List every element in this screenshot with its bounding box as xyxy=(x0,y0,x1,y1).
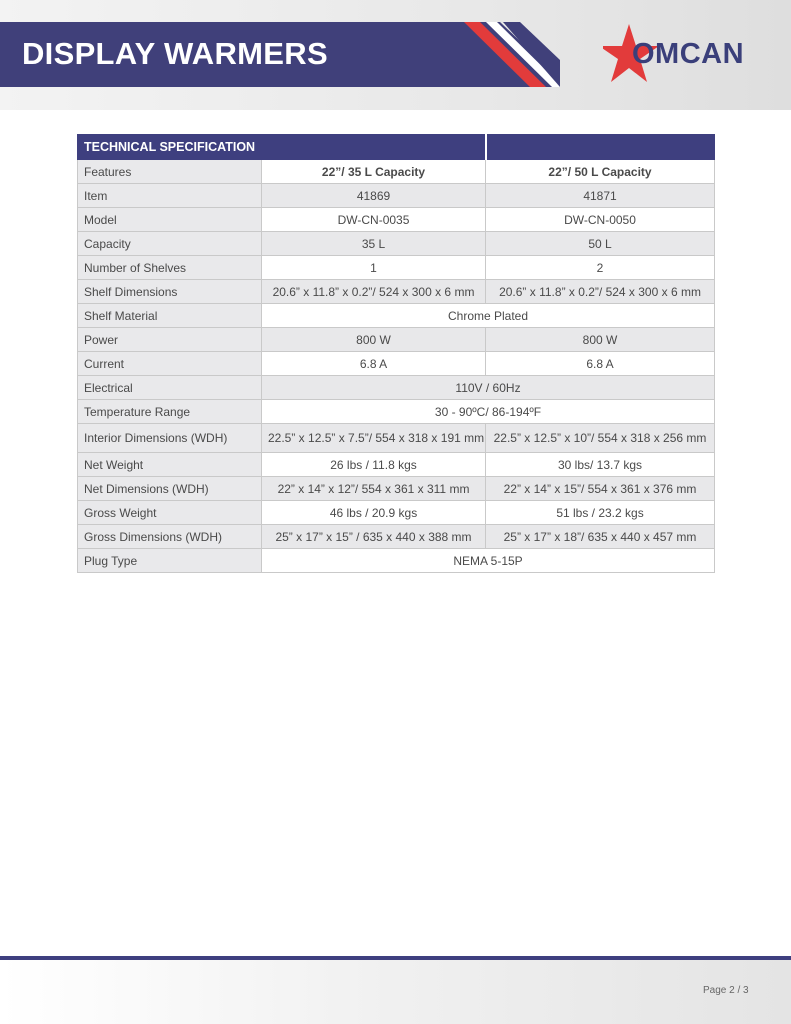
spec-row xyxy=(78,232,715,256)
spec-row-value: 41871 xyxy=(486,184,715,208)
spec-table xyxy=(77,134,715,573)
spec-row-value: 46 lbs / 20.9 kgs xyxy=(262,501,486,525)
spec-row-value: 800 W xyxy=(262,328,486,352)
spec-row-value: 22.5” x 12.5” x 7.5”/ 554 x 318 x 191 mm xyxy=(262,424,486,453)
spec-row xyxy=(78,549,715,573)
spec-table-heading: TECHNICAL SPECIFICATION xyxy=(78,135,486,160)
spec-row-value: 6.8 A xyxy=(262,352,486,376)
spec-row xyxy=(78,208,715,232)
spec-row-label: Shelf Dimensions xyxy=(78,280,262,304)
spec-table-header xyxy=(78,135,715,160)
spec-row-label: Model xyxy=(78,208,262,232)
spec-table-heading-blank xyxy=(486,135,715,160)
spec-row xyxy=(78,400,715,424)
spec-row-label: Shelf Material xyxy=(78,304,262,328)
spec-row-label: Interior Dimensions (WDH) xyxy=(78,424,262,453)
spec-row-label: Item xyxy=(78,184,262,208)
spec-row-label: Temperature Range xyxy=(78,400,262,424)
footer-background xyxy=(0,960,791,1024)
spec-row-value: 25” x 17” x 15” / 635 x 440 x 388 mm xyxy=(262,525,486,549)
spec-row-value: 6.8 A xyxy=(486,352,715,376)
spec-row-value: 1 xyxy=(262,256,486,280)
spec-row-value: 22” x 14” x 15”/ 554 x 361 x 376 mm xyxy=(486,477,715,501)
spec-row xyxy=(78,280,715,304)
spec-row-value: 110V / 60Hz xyxy=(262,376,715,400)
spec-row xyxy=(78,352,715,376)
spec-row-value: DW-CN-0050 xyxy=(486,208,715,232)
spec-row-label: Electrical xyxy=(78,376,262,400)
spec-row-value: 25” x 17” x 18”/ 635 x 440 x 457 mm xyxy=(486,525,715,549)
spec-row-value: 50 L xyxy=(486,232,715,256)
spec-row-value: 20.6” x 11.8” x 0.2”/ 524 x 300 x 6 mm xyxy=(262,280,486,304)
spec-row-value: 20.6” x 11.8” x 0.2”/ 524 x 300 x 6 mm xyxy=(486,280,715,304)
spec-row-label: Net Dimensions (WDH) xyxy=(78,477,262,501)
spec-row-label: Capacity xyxy=(78,232,262,256)
spec-row-label: Plug Type xyxy=(78,549,262,573)
spec-row-value: DW-CN-0035 xyxy=(262,208,486,232)
spec-row xyxy=(78,525,715,549)
spec-row xyxy=(78,328,715,352)
spec-row-label: Gross Dimensions (WDH) xyxy=(78,525,262,549)
spec-row-value: NEMA 5-15P xyxy=(262,549,715,573)
spec-row-value: 26 lbs / 11.8 kgs xyxy=(262,453,486,477)
page-title: DISPLAY WARMERS xyxy=(22,36,328,71)
spec-row xyxy=(78,501,715,525)
spec-row-value: 22” x 14” x 12”/ 554 x 361 x 311 mm xyxy=(262,477,486,501)
spec-row-value: 22”/ 50 L Capacity xyxy=(486,160,715,184)
spec-row-label: Gross Weight xyxy=(78,501,262,525)
spec-row xyxy=(78,424,715,453)
spec-row xyxy=(78,304,715,328)
spec-row xyxy=(78,184,715,208)
spec-row-value: 22.5” x 12.5” x 10”/ 554 x 318 x 256 mm xyxy=(486,424,715,453)
spec-row-label: Power xyxy=(78,328,262,352)
spec-row xyxy=(78,453,715,477)
page-number: Page 2 / 3 xyxy=(703,985,749,996)
spec-row-label: Number of Shelves xyxy=(78,256,262,280)
spec-row-value: 51 lbs / 23.2 kgs xyxy=(486,501,715,525)
spec-row-value: 30 - 90ºC/ 86-194ºF xyxy=(262,400,715,424)
spec-row-label: Net Weight xyxy=(78,453,262,477)
spec-row xyxy=(78,256,715,280)
spec-row-value: 22”/ 35 L Capacity xyxy=(262,160,486,184)
logo-wordmark: OMCAN xyxy=(632,38,745,70)
spec-row-value: 41869 xyxy=(262,184,486,208)
spec-row xyxy=(78,477,715,501)
spec-row-value: 2 xyxy=(486,256,715,280)
spec-row-value: 800 W xyxy=(486,328,715,352)
spec-row-label: Current xyxy=(78,352,262,376)
spec-row xyxy=(78,160,715,184)
spec-row-value: 30 lbs/ 13.7 kgs xyxy=(486,453,715,477)
spec-row xyxy=(78,376,715,400)
spec-row-value: 35 L xyxy=(262,232,486,256)
spec-row-value: Chrome Plated xyxy=(262,304,715,328)
spec-row-label: Features xyxy=(78,160,262,184)
